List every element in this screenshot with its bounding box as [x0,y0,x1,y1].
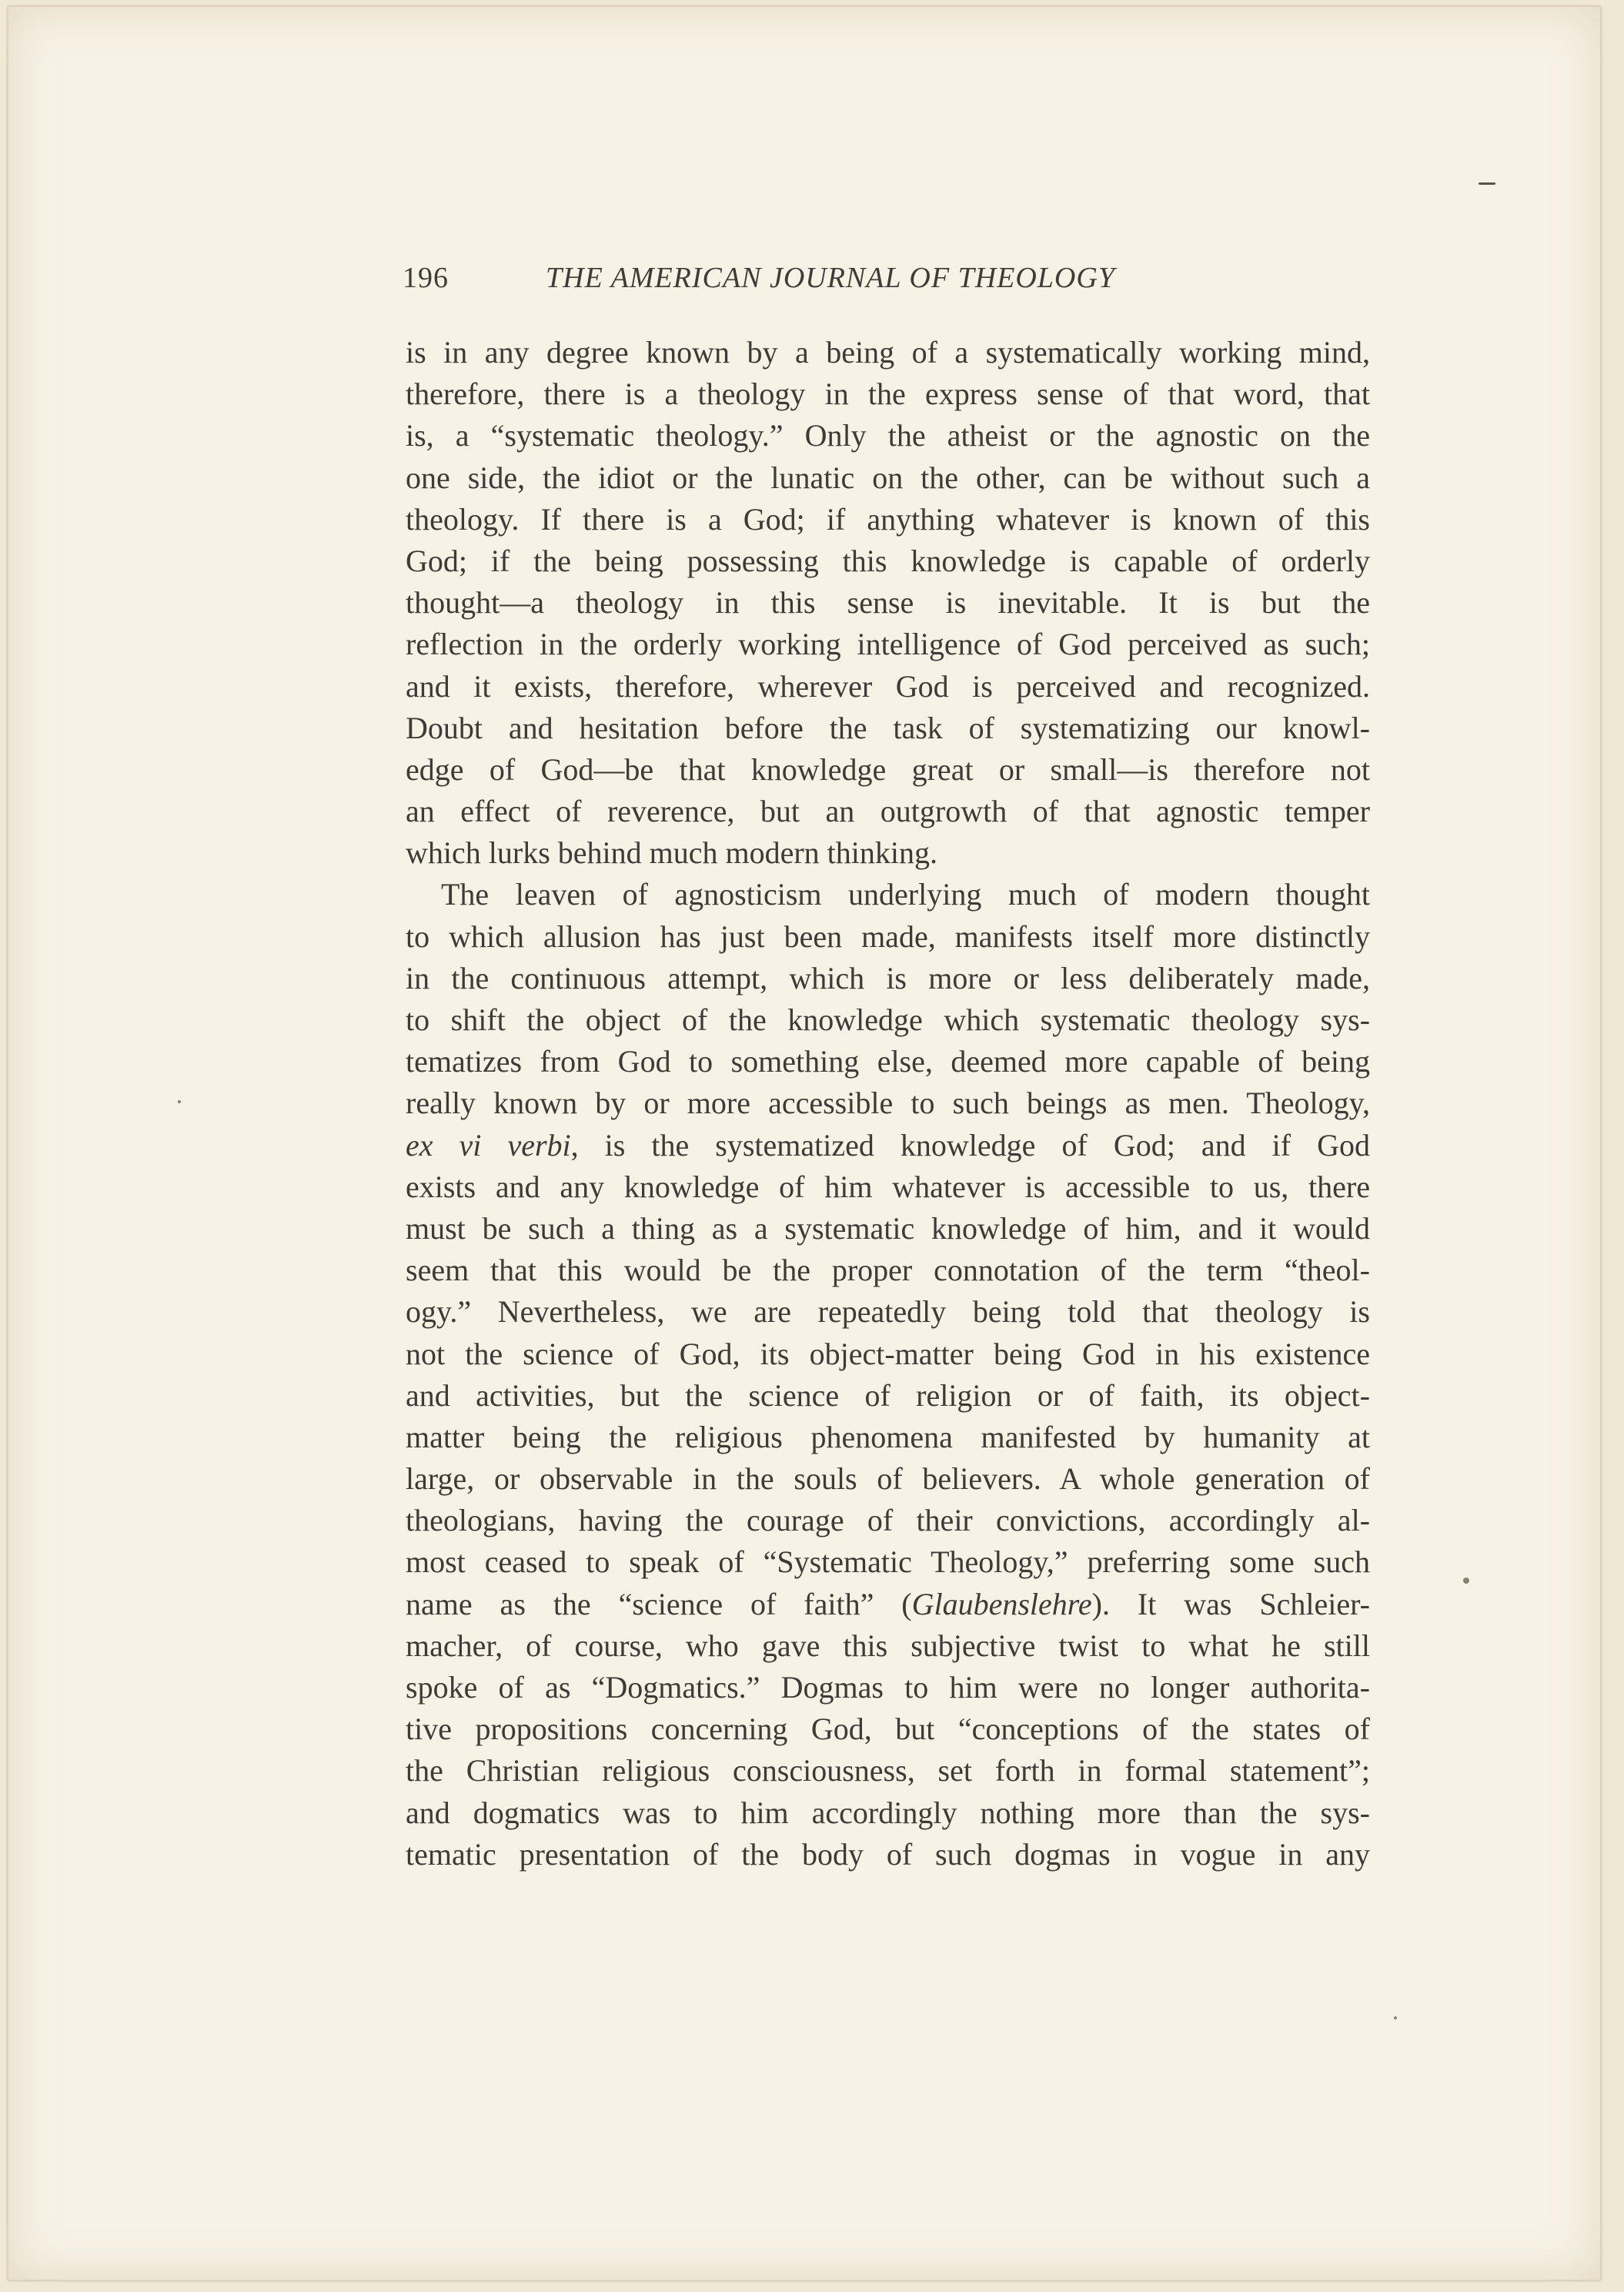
text-line: ogy.” Nevertheless, we are repeatedly being told that theology is [406,1294,1370,1330]
text-line: edge of God—be that knowledge great or small—is therefore not [406,751,1370,787]
text-line-mixed [406,1584,1370,1625]
text-line: spoke of as “Dogmatics.” Dogmas to him were no longer authorita- [406,1670,1370,1705]
text-line: exists and any knowledge of him whatever is accessible to us, there [406,1169,1370,1204]
text-line: tematic presentation of the body of such dogmas in vogue in any [406,1836,1370,1872]
text-line: an effect of reverence, but an outgrowth of that agnostic temper [406,794,1370,829]
text-line: one side, the idiot or the lunatic on the other, can be without such a [406,460,1370,495]
paper-speck [178,1100,181,1103]
text-line: must be such a thing as a systematic knowledge of him, and it would [406,1210,1370,1246]
text-line: which lurks behind much modern thinking. [406,835,938,871]
text-fragment: ). It was Schleier- [1091,1586,1370,1621]
text-line: large, or observable in the souls of believers. A whole generation of [406,1461,1370,1497]
paper-speck [1394,2016,1397,2019]
text-line: theology. If there is a God; if anything whatever is known of this [406,501,1370,537]
page-sheet [8,6,1601,2280]
text-line: is in any degree known by a being of a systematically working mind, [406,335,1370,370]
text-line: tive propositions concerning God, but “conceptions of the states of [406,1711,1370,1747]
text-line: Doubt and hesitation before the task of systematizing our knowl- [406,710,1370,745]
text-line: therefore, there is a theology in the express sense of that word, that [406,376,1370,412]
text-line: seem that this would be the proper connotation of the term “theol- [406,1253,1370,1288]
paper-speck [1479,182,1495,185]
text-line: and it exists, therefore, wherever God is perceived and recognized. [406,668,1370,704]
text-line: most ceased to speak of “Systematic Theology,” preferring some such [406,1544,1370,1580]
german-term: Glaubenslehre [911,1586,1092,1621]
running-head: THE AMERICAN JOURNAL OF THEOLOGY [546,262,1115,294]
latin-phrase: ex vi verbi [406,1127,571,1163]
text-line: really known by or more accessible to such beings as men. Theology, [406,1086,1370,1121]
text-line: the Christian religious consciousness, set forth in formal statement”; [406,1753,1370,1788]
text-line: is, a “systematic theology.” Only the atheist or the agnostic on the [406,418,1370,453]
page-header [403,261,1372,307]
paragraph-start-line: The leaven of agnosticism underlying much of modern thought [441,877,1370,912]
text-line: matter being the religious phenomena manifested by humanity at [406,1419,1370,1454]
text-line: reflection in the orderly working intelligence of God perceived as such; [406,627,1370,662]
text-line: theologians, having the courage of their convictions, accordingly al- [406,1503,1370,1538]
text-fragment: , is the systematized knowledge of God; and if God [570,1127,1370,1163]
text-line: and activities, but the science of religion or of faith, its object- [406,1377,1370,1413]
text-line: tematizes from God to something else, deemed more capable of being [406,1044,1370,1079]
text-line: God; if the being possessing this knowledge is capable of orderly [406,543,1370,578]
body-text [406,332,1370,1875]
page-number: 196 [403,262,449,294]
text-line-mixed [406,1125,1370,1166]
paper-speck [1463,1578,1469,1584]
text-line: to shift the object of the knowledge which systematic theology sys- [406,1002,1370,1037]
text-line: to which allusion has just been made, manifests itself more distinctly [406,918,1370,954]
text-line: in the continuous attempt, which is more or less deliberately made, [406,960,1370,995]
text-line: macher, of course, who gave this subjective twist to what he still [406,1628,1370,1663]
text-line: and dogmatics was to him accordingly nothing more than the sys- [406,1795,1370,1830]
text-fragment: name as the “science of faith” ( [406,1586,912,1621]
text-line: not the science of God, its object-matter being God in his existence [406,1336,1370,1371]
text-line: thought—a theology in this sense is inevitable. It is but the [406,585,1370,621]
